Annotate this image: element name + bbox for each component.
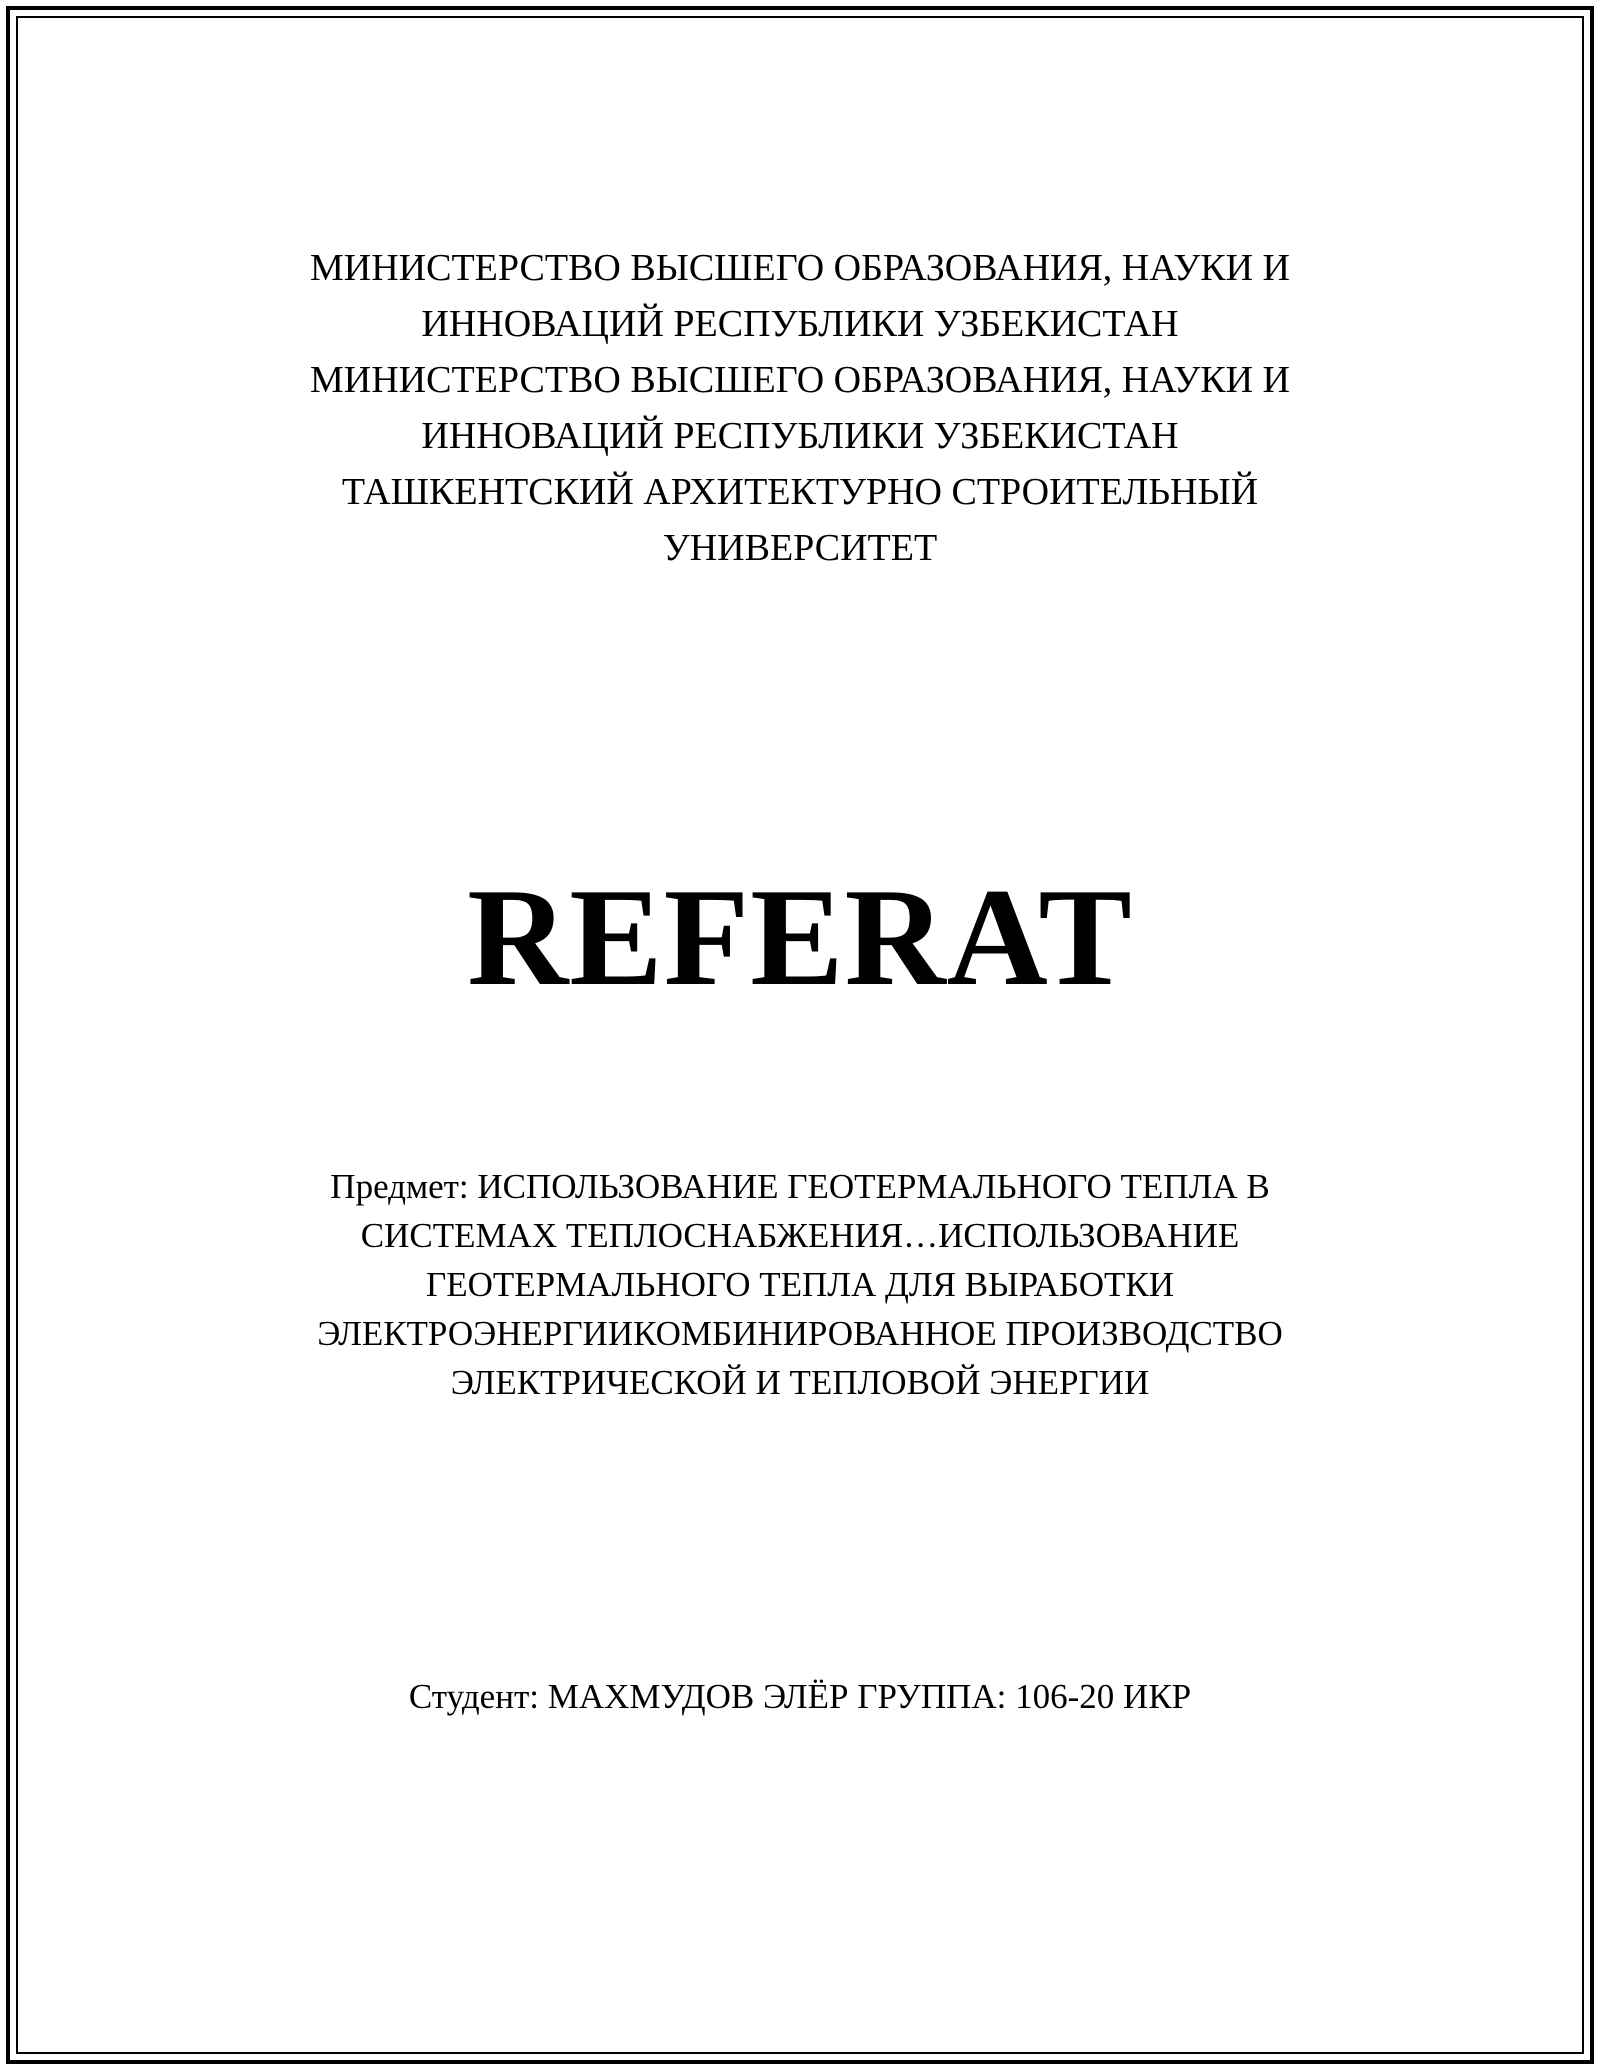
header-line: ИННОВАЦИЙ РЕСПУБЛИКИ УЗБЕКИСТАН	[421, 415, 1179, 457]
header-line: МИНИСТЕРСТВО ВЫСШЕГО ОБРАЗОВАНИЯ, НАУКИ И	[310, 359, 1290, 401]
subject-line: ГЕОТЕРМАЛЬНОГО ТЕПЛА ДЛЯ ВЫРАБОТКИ	[425, 1265, 1175, 1304]
subject-line: ЭЛЕКТРОЭНЕРГИИКОМБИНИРОВАННОЕ ПРОИЗВОДСТВО	[317, 1314, 1283, 1353]
header-line: МИНИСТЕРСТВО ВЫСШЕГО ОБРАЗОВАНИЯ, НАУКИ И	[310, 247, 1290, 289]
subject-line: Предмет: ИСПОЛЬЗОВАНИЕ ГЕОТЕРМАЛЬНОГО ТЕПЛА В	[330, 1167, 1270, 1206]
header-line: УНИВЕРСИТЕТ	[662, 527, 938, 569]
ministry-header	[0, 240, 1600, 576]
subject-line: ЭЛЕКТРИЧЕСКОЙ И ТЕПЛОВОЙ ЭНЕРГИИ	[450, 1363, 1150, 1402]
subject-block	[0, 1162, 1600, 1407]
document-title: REFERAT	[467, 860, 1133, 1015]
student-info: Студент: МАХМУДОВ ЭЛЁР ГРУППА: 106-20 ИКР	[408, 1677, 1192, 1716]
subject-line: СИСТЕМАХ ТЕПЛОСНАБЖЕНИЯ…ИСПОЛЬЗОВАНИЕ	[360, 1216, 1240, 1255]
header-line: ИННОВАЦИЙ РЕСПУБЛИКИ УЗБЕКИСТАН	[421, 303, 1179, 345]
header-line: ТАШКЕНТСКИЙ АРХИТЕКТУРНО СТРОИТЕЛЬНЫЙ	[341, 471, 1259, 513]
